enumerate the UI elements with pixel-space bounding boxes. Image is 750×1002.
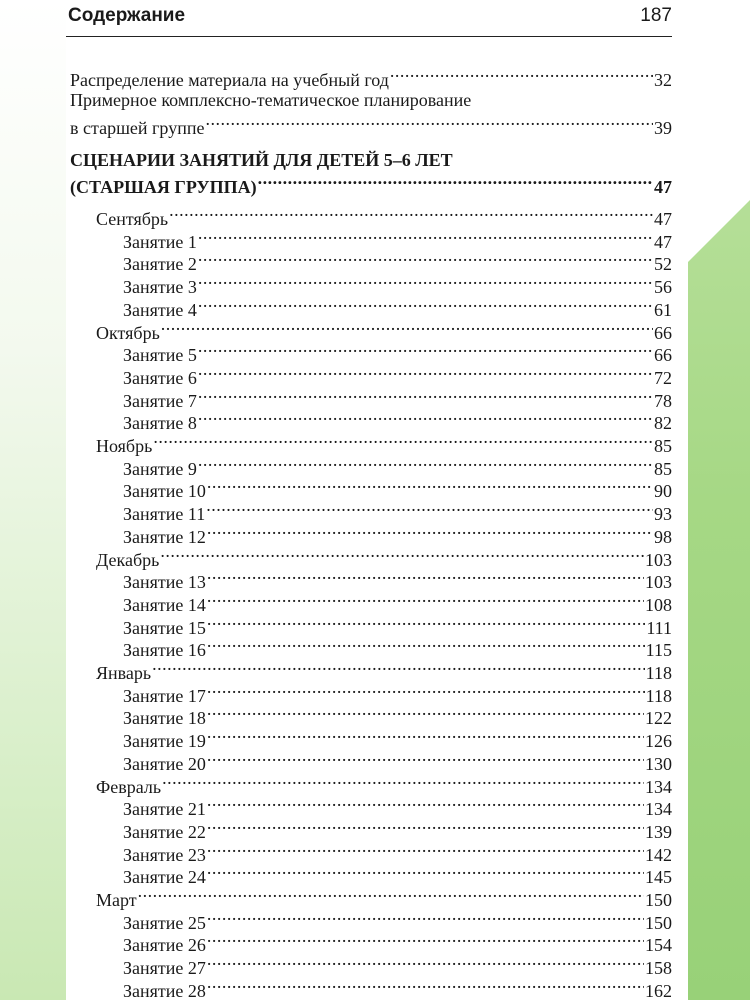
toc-lesson-entry-label: Занятие 14 — [123, 594, 206, 615]
dot-leader — [207, 612, 645, 634]
toc-month-entry-label: Октябрь — [96, 322, 160, 343]
toc-month-entry-label: Январь — [96, 663, 152, 683]
toc-lesson-entry-page: 52 — [654, 254, 672, 275]
toc-lesson-entry-label: Занятие 28 — [123, 980, 206, 1001]
dot-leader — [207, 702, 644, 724]
dot-leader — [198, 385, 653, 407]
toc-lesson-entry-page: 158 — [645, 958, 672, 979]
dot-leader — [198, 271, 653, 293]
toc-month-entry-page: 47 — [654, 209, 672, 229]
toc-lesson-entry-label: Занятие 26 — [123, 935, 206, 956]
toc-lesson-entry-label: Занятие 7 — [123, 390, 197, 411]
section-title-line2: (СТАРШАЯ ГРУППА) — [70, 177, 257, 197]
dot-leader — [207, 748, 644, 770]
page-title: Содержание — [68, 5, 186, 26]
toc-lesson-entry-label: Занятие 2 — [123, 254, 197, 275]
section-entry[interactable] — [70, 171, 672, 198]
toc-lesson-entry-label: Занятие 11 — [123, 504, 206, 525]
dot-leader — [207, 725, 644, 747]
toc-lesson-entry-page: 108 — [645, 594, 672, 615]
dot-leader — [169, 203, 653, 225]
toc-lesson-entry-label: Занятие 16 — [123, 640, 206, 661]
toc-lesson-entry-page: 162 — [645, 980, 672, 1001]
left-margin-gradient — [0, 0, 66, 1000]
dot-leader — [198, 362, 653, 384]
toc-lesson-entry-label: Занятие 25 — [123, 912, 206, 933]
toc-entry-label: Распределение материала на учебный год — [70, 70, 389, 90]
dot-leader — [207, 521, 653, 543]
toc-lesson-entry-page: 61 — [654, 299, 672, 320]
toc-lesson-entry-page: 103 — [645, 572, 672, 593]
toc-lesson-entry-page: 134 — [645, 799, 672, 820]
toc-month-entry-page: 118 — [645, 663, 672, 683]
toc-page — [66, 0, 688, 1000]
toc-lesson-entry-label: Занятие 5 — [123, 345, 197, 366]
dot-leader — [207, 566, 644, 588]
dot-leader — [207, 793, 644, 815]
dot-leader — [152, 657, 645, 679]
toc-entry-page: 39 — [654, 118, 672, 138]
toc-lesson-entry-label: Занятие 19 — [123, 731, 206, 752]
toc-lesson-entry-label: Занятие 23 — [123, 844, 206, 865]
toc-lesson-entry-page: 126 — [645, 731, 672, 752]
toc-lesson-entry-label: Занятие 6 — [123, 367, 197, 388]
toc-month-entry-label: Февраль — [96, 776, 162, 797]
toc-lesson-entry-page: 154 — [645, 935, 672, 956]
toc-lesson-entry-label: Занятие 4 — [123, 299, 197, 320]
toc-month-entry-page: 85 — [654, 436, 672, 456]
dot-leader — [198, 294, 653, 316]
toc-lesson-entry-label: Занятие 27 — [123, 958, 206, 979]
toc-lesson-entry-page: 78 — [654, 390, 672, 411]
toc-entry[interactable] — [70, 112, 672, 139]
toc-lesson-entry-page: 93 — [654, 504, 672, 525]
dot-leader — [207, 839, 644, 861]
toc-month-entry-label: Сентябрь — [96, 209, 169, 229]
toc-entry-label-line1[interactable]: Примерное комплексно-тематическое планирование — [70, 90, 472, 110]
toc-lesson-entry-page: 122 — [645, 708, 672, 729]
toc-month-entry-page: 103 — [645, 549, 672, 570]
dot-leader — [207, 816, 644, 838]
right-green-wedge — [688, 0, 750, 1000]
toc-lesson-entry-label: Занятие 12 — [123, 526, 206, 547]
toc-entry-page: 32 — [654, 70, 672, 90]
page-header — [66, 0, 672, 37]
toc-month-entry-label: Ноябрь — [96, 436, 153, 456]
dot-leader — [207, 907, 644, 929]
dot-leader — [160, 544, 644, 566]
toc-lesson-entry-page: 56 — [654, 277, 672, 298]
dot-leader — [161, 317, 653, 339]
dot-leader — [207, 475, 653, 497]
dot-leader — [207, 952, 644, 974]
toc-lesson-entry-label: Занятие 22 — [123, 821, 206, 842]
toc-lesson-entry-page: 82 — [654, 413, 672, 434]
toc-lesson-entry-page: 118 — [645, 685, 672, 706]
toc-lesson-entry-page: 66 — [654, 345, 672, 366]
dot-leader — [198, 226, 653, 248]
toc-lesson-entry-page: 90 — [654, 481, 672, 502]
toc-lesson-entry[interactable] — [123, 975, 672, 1002]
toc-entry-label: в старшей группе — [70, 118, 205, 138]
toc-lesson-entry-label: Занятие 15 — [123, 617, 206, 638]
toc-month-entry-label: Март — [96, 890, 137, 910]
dot-leader — [258, 171, 653, 193]
toc-lesson-entry-page: 72 — [654, 367, 672, 388]
toc-month-entry-label: Декабрь — [96, 549, 160, 570]
dot-leader — [207, 975, 644, 997]
dot-leader — [138, 884, 644, 906]
toc-lesson-entry-label: Занятие 10 — [123, 481, 206, 502]
dot-leader — [162, 771, 644, 793]
toc-lesson-entry-page: 150 — [645, 912, 672, 933]
dot-leader — [207, 589, 644, 611]
toc-lesson-entry-page: 47 — [654, 231, 672, 252]
toc-lesson-entry-label: Занятие 17 — [123, 685, 206, 706]
toc-entry[interactable] — [70, 64, 672, 91]
dot-leader — [198, 453, 653, 475]
toc-lesson-entry-page: 130 — [645, 753, 672, 774]
toc-lesson-entry-page: 111 — [646, 617, 672, 638]
toc-lesson-entry-label: Занятие 8 — [123, 413, 197, 434]
toc-lesson-entry-label: Занятие 9 — [123, 458, 197, 479]
toc-lesson-entry-page: 98 — [654, 526, 672, 547]
toc-lesson-entry-label: Занятие 21 — [123, 799, 206, 820]
toc-month-entry-page: 134 — [645, 776, 672, 797]
dot-leader — [153, 430, 653, 452]
section-title-line1[interactable]: СЦЕНАРИИ ЗАНЯТИЙ ДЛЯ ДЕТЕЙ 5–6 ЛЕТ — [70, 150, 453, 170]
toc-lesson-entry-label: Занятие 3 — [123, 277, 197, 298]
toc-lesson-entry-label: Занятие 1 — [123, 231, 197, 252]
dot-leader — [198, 407, 653, 429]
section-page: 47 — [654, 177, 672, 197]
toc-lesson-entry-page: 142 — [645, 844, 672, 865]
toc-lesson-entry-page: 85 — [654, 458, 672, 479]
toc-lesson-entry-page: 145 — [645, 867, 672, 888]
dot-leader — [206, 498, 653, 520]
toc-lesson-entry-label: Занятие 13 — [123, 572, 206, 593]
toc-month-entry-page: 66 — [654, 322, 672, 343]
toc-lesson-entry-label: Занятие 20 — [123, 753, 206, 774]
dot-leader — [207, 929, 644, 951]
toc-month-entry-page: 150 — [645, 890, 672, 910]
toc-lesson-entry-label: Занятие 24 — [123, 867, 206, 888]
dot-leader — [198, 248, 653, 270]
toc-lesson-entry-page: 139 — [645, 821, 672, 842]
dot-leader — [207, 680, 645, 702]
page-number: 187 — [640, 5, 672, 26]
toc-lesson-entry-label: Занятие 18 — [123, 708, 206, 729]
dot-leader — [198, 339, 653, 361]
dot-leader — [207, 861, 644, 883]
dot-leader — [207, 634, 645, 656]
dot-leader — [390, 64, 653, 86]
toc-lesson-entry-page: 115 — [645, 640, 672, 661]
dot-leader — [205, 112, 653, 134]
